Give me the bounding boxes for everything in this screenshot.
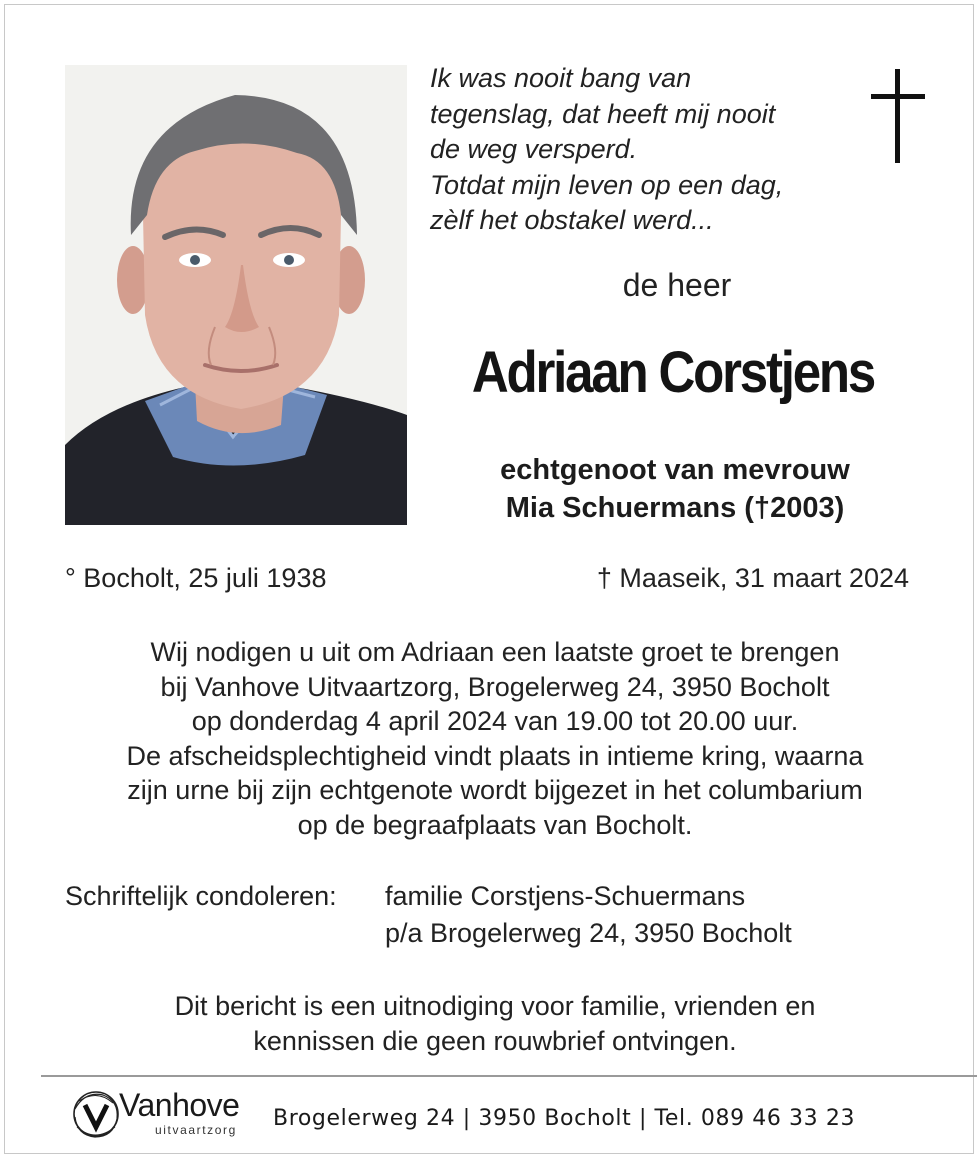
honorific: de heer — [622, 267, 732, 303]
condolence-label: Schriftelijk condoleren: — [65, 881, 337, 911]
death-info: † Maaseik, 31 maart 2024 — [596, 563, 909, 593]
birth-info: ° Bocholt, 25 juli 1938 — [65, 563, 327, 593]
logo-name: Vanhove — [119, 1087, 240, 1123]
poem-line: Ik was nooit bang van — [430, 63, 692, 93]
latin-cross-icon — [871, 69, 925, 163]
poem-line: tegenslag, dat heeft mij nooit — [430, 98, 776, 129]
invitation-line: op de begraafplaats van Bocholt. — [297, 809, 693, 840]
poem-line: de weg versperd. — [430, 134, 638, 164]
invitation-text — [45, 635, 945, 842]
spouse-info — [425, 451, 925, 527]
notice-line: kennissen die geen rouwbrief ontvingen. — [253, 1026, 737, 1056]
deceased-name: Adriaan Corstjens — [471, 340, 875, 405]
spouse-line: Mia Schuermans (†2003) — [505, 492, 845, 524]
vanhove-v-emblem-icon — [69, 1087, 123, 1141]
notice-text — [45, 989, 945, 1059]
vanhove-logo — [69, 1085, 259, 1147]
obituary-card — [4, 4, 974, 1154]
footer-divider — [41, 1075, 977, 1077]
invitation-line: op donderdag 4 april 2024 van 19.00 tot 20.00 uur. — [191, 706, 799, 736]
footer-contact: Brogelerweg 24 | 3950 Bocholt | Tel. 089 46 33 23 — [273, 1106, 856, 1131]
condolence-address: p/a Brogelerweg 24, 3950 Bocholt — [385, 918, 792, 948]
invitation-line: De afscheidsplechtigheid vindt plaats in intieme kring, waarna — [126, 740, 864, 771]
condolence-recipient: familie Corstjens-Schuermans — [385, 881, 746, 911]
memorial-poem — [430, 61, 860, 239]
logo-subtitle: uitvaartzorg — [155, 1123, 237, 1137]
poem-line: zèlf het obstakel werd... — [430, 205, 714, 235]
invitation-line: Wij nodigen u uit om Adriaan een laatste groet te brengen — [150, 637, 840, 667]
notice-line: Dit bericht is een uitnodiging voor familie, vrienden en — [174, 991, 816, 1021]
spouse-line: echtgenoot van mevrouw — [500, 454, 850, 486]
invitation-line: zijn urne bij zijn echtgenote wordt bijgezet in het columbarium — [127, 775, 863, 805]
poem-line: Totdat mijn leven op een dag, — [430, 169, 784, 200]
portrait-photo — [65, 65, 407, 525]
invitation-line: bij Vanhove Uitvaartzorg, Brogelerweg 24, 3950 Bocholt — [160, 671, 830, 702]
